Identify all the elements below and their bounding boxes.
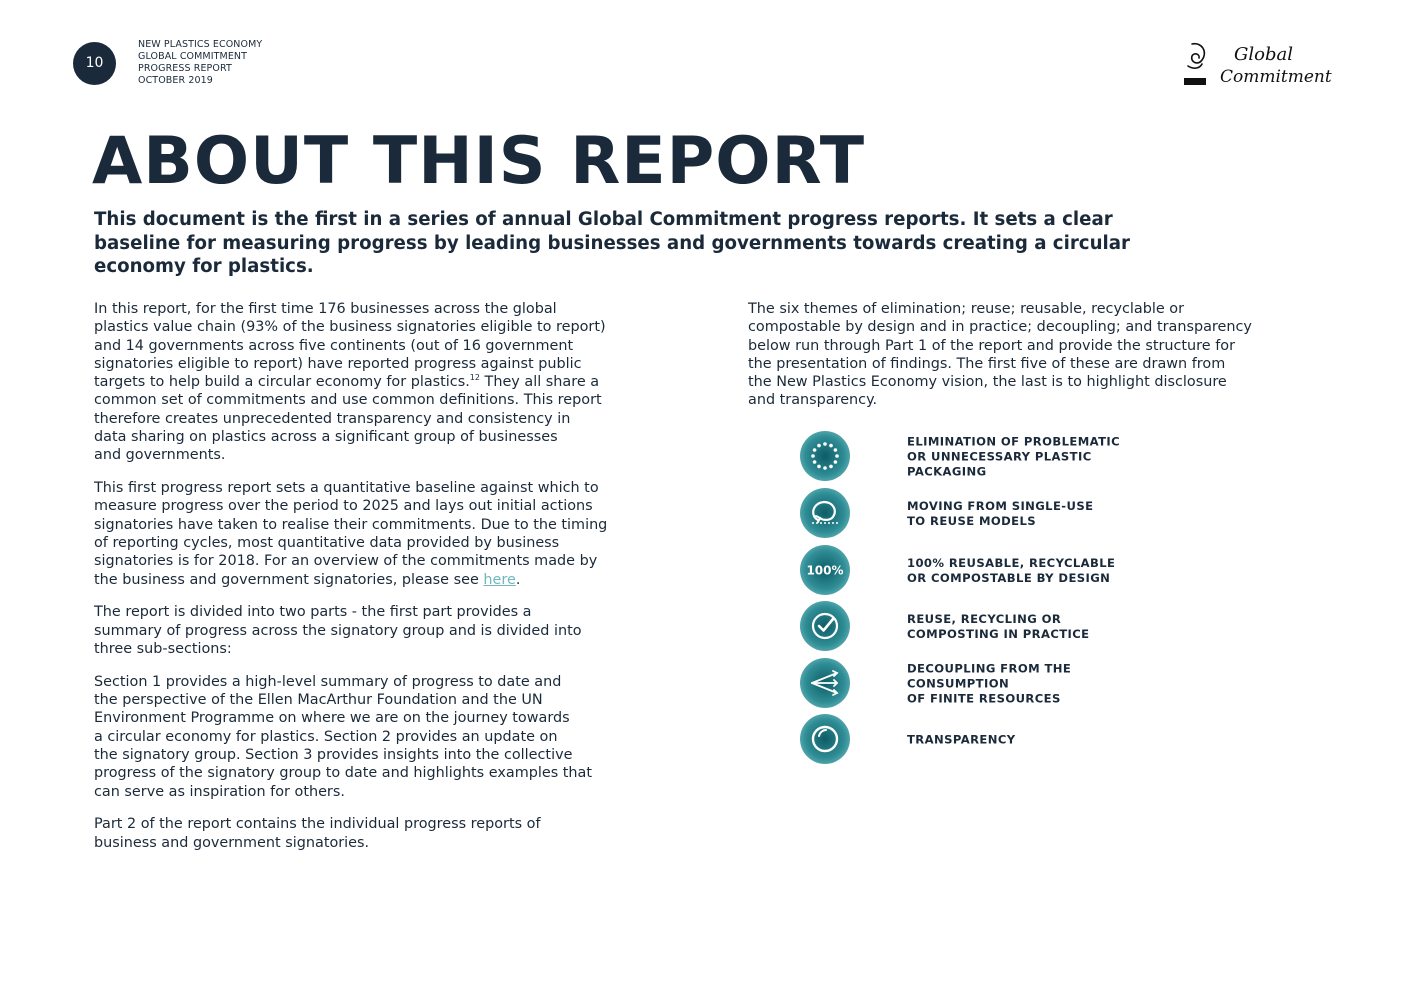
text-line: This first progress report sets a quantitative baseline against which to — [94, 480, 599, 497]
icon-text: 100% — [806, 563, 844, 578]
footnote-ref: 12 — [469, 373, 480, 383]
text-line: signatories have taken to realise their commitments. Due to the timing — [94, 516, 608, 533]
text-line: measure progress over the period to 2025 and lays out initial actions — [94, 498, 593, 515]
theme-label-line: REUSE, RECYCLING OR — [907, 612, 1062, 626]
paragraph-1 — [94, 300, 674, 465]
text-line: and governments. — [94, 447, 226, 464]
text-line: data sharing on plastics across a significant group of businesses — [94, 429, 558, 446]
page-number-badge: 10 — [73, 42, 116, 85]
theme-label-line: DECOUPLING FROM THE — [907, 661, 1072, 676]
theme-label — [907, 435, 1120, 480]
text-line: Environment Programme on where we are on the journey towards — [94, 710, 570, 727]
theme-label-line: TO REUSE MODELS — [907, 514, 1037, 528]
theme-decoupling — [800, 658, 1360, 710]
hundred-percent-icon — [800, 545, 850, 595]
theme-label-line: MOVING FROM SINGLE-USE — [907, 499, 1094, 513]
text-line: Section 1 provides a high-level summary of progress to date and — [94, 673, 562, 690]
meta-line: OCTOBER 2019 — [138, 75, 213, 86]
logo-wordmark-2: Commitment — [1220, 67, 1332, 87]
meta-line: PROGRESS REPORT — [138, 63, 232, 74]
text-line: a circular economy for plastics. Section 2 provides an update on — [94, 728, 558, 745]
text-line: business and government signatories. — [94, 834, 370, 851]
theme-transparency — [800, 714, 1360, 766]
text-line: In this report, for the first time 176 businesses across the global — [94, 301, 557, 317]
theme-label — [907, 556, 1115, 586]
theme-label-line: OR UNNECESSARY PLASTIC — [907, 449, 1092, 464]
dotted-circle-icon — [800, 431, 850, 481]
text-line: of reporting cycles, most quantitative data provided by business — [94, 535, 560, 552]
paragraph-4 — [94, 673, 674, 801]
lead-paragraph — [94, 208, 1214, 279]
text-line: the perspective of the Ellen MacArthur Foundation and the UN — [94, 692, 543, 709]
theme-label-line: CONSUMPTION — [907, 676, 1010, 691]
theme-label-line: OR COMPOSTABLE BY DESIGN — [907, 571, 1111, 585]
text-line — [94, 571, 674, 589]
theme-label — [907, 733, 1016, 748]
paragraph-5 — [94, 815, 674, 852]
theme-label-line: OF FINITE RESOURCES — [907, 691, 1061, 706]
theme-label — [907, 662, 1071, 707]
text-line: Part 2 of the report contains the individual progress reports of — [94, 816, 541, 833]
text-line: the signatory group. Section 3 provides insights into the collective — [94, 747, 573, 764]
theme-label-line: ELIMINATION OF PROBLEMATIC — [907, 434, 1121, 449]
text-line: therefore creates unprecedented transparency and consistency in — [94, 410, 571, 427]
theme-in-practice — [800, 601, 1360, 653]
themes-intro — [748, 300, 1318, 410]
text-line: and transparency. — [748, 392, 878, 409]
text-segment: . — [515, 571, 521, 588]
theme-label-line: 100% REUSABLE, RECYCLABLE — [907, 556, 1116, 570]
text-line: the New Plastics Economy vision, the last is to highlight disclosure — [748, 374, 1227, 391]
text-line: The six themes of elimination; reuse; reusable, recyclable or — [748, 301, 1184, 317]
theme-elimination — [800, 431, 1360, 483]
text-line — [94, 373, 674, 391]
text-line: below run through Part 1 of the report and provide the structure for — [748, 337, 1235, 354]
meta-line: GLOBAL COMMITMENT — [138, 51, 248, 62]
right-column — [748, 300, 1318, 424]
theme-label — [907, 499, 1093, 529]
text-line: signatories is for 2018. For an overview of the commitments made by — [94, 553, 598, 570]
lead-line: This document is the first in a series of annual Global Commitment progress reports. It sets a clear — [94, 209, 1113, 230]
logo-wordmark-1: Global — [1234, 44, 1293, 65]
text-segment: They all share a — [479, 374, 600, 391]
meta-line: NEW PLASTICS ECONOMY — [138, 39, 263, 50]
left-column — [94, 300, 674, 867]
paragraph-2 — [94, 479, 674, 589]
lead-line: economy for plastics. — [94, 256, 314, 278]
text-line: and 14 governments across five continents (out of 16 government — [94, 337, 574, 354]
reuse-loop-icon — [800, 488, 850, 538]
text-line: summary of progress across the signatory group and is divided into — [94, 622, 582, 639]
global-commitment-logo — [1180, 38, 1332, 88]
text-line: compostable by design and in practice; decoupling; and transparency — [748, 319, 1252, 336]
theme-label-line: COMPOSTING IN PRACTICE — [907, 627, 1090, 641]
page-title: ABOUT THIS REPORT — [92, 124, 866, 199]
commitments-overview-link[interactable]: here — [483, 571, 516, 588]
theme-label-line: TRANSPARENCY — [907, 732, 1016, 747]
theme-label — [907, 612, 1090, 642]
theme-label-line: PACKAGING — [907, 464, 987, 479]
text-line: the presentation of findings. The first five of these are drawn from — [748, 355, 1226, 372]
lens-icon — [800, 714, 850, 764]
theme-design — [800, 545, 1360, 597]
text-segment: targets to help build a circular economy for plastics. — [94, 374, 470, 391]
text-segment: the business and government signatories, please see — [94, 571, 484, 588]
text-line: progress of the signatory group to date and highlights examples that — [94, 765, 592, 782]
text-line: The report is divided into two parts - the first part provides a — [94, 604, 532, 621]
check-circle-icon — [800, 601, 850, 651]
text-line: signatories eligible to report) have reported progress against public — [94, 355, 582, 372]
diverging-arrows-icon — [800, 658, 850, 708]
paragraph-3 — [94, 603, 674, 658]
text-line: three sub-sections: — [94, 641, 232, 658]
lead-line: baseline for measuring progress by leading businesses and governments towards creating a circular — [94, 232, 1130, 254]
report-meta — [138, 39, 262, 87]
theme-reuse-models — [800, 488, 1360, 540]
text-line: plastics value chain (93% of the business signatories eligible to report) — [94, 319, 606, 336]
text-line: common set of commitments and use common definitions. This report — [94, 392, 602, 409]
text-line: can serve as inspiration for others. — [94, 783, 345, 800]
